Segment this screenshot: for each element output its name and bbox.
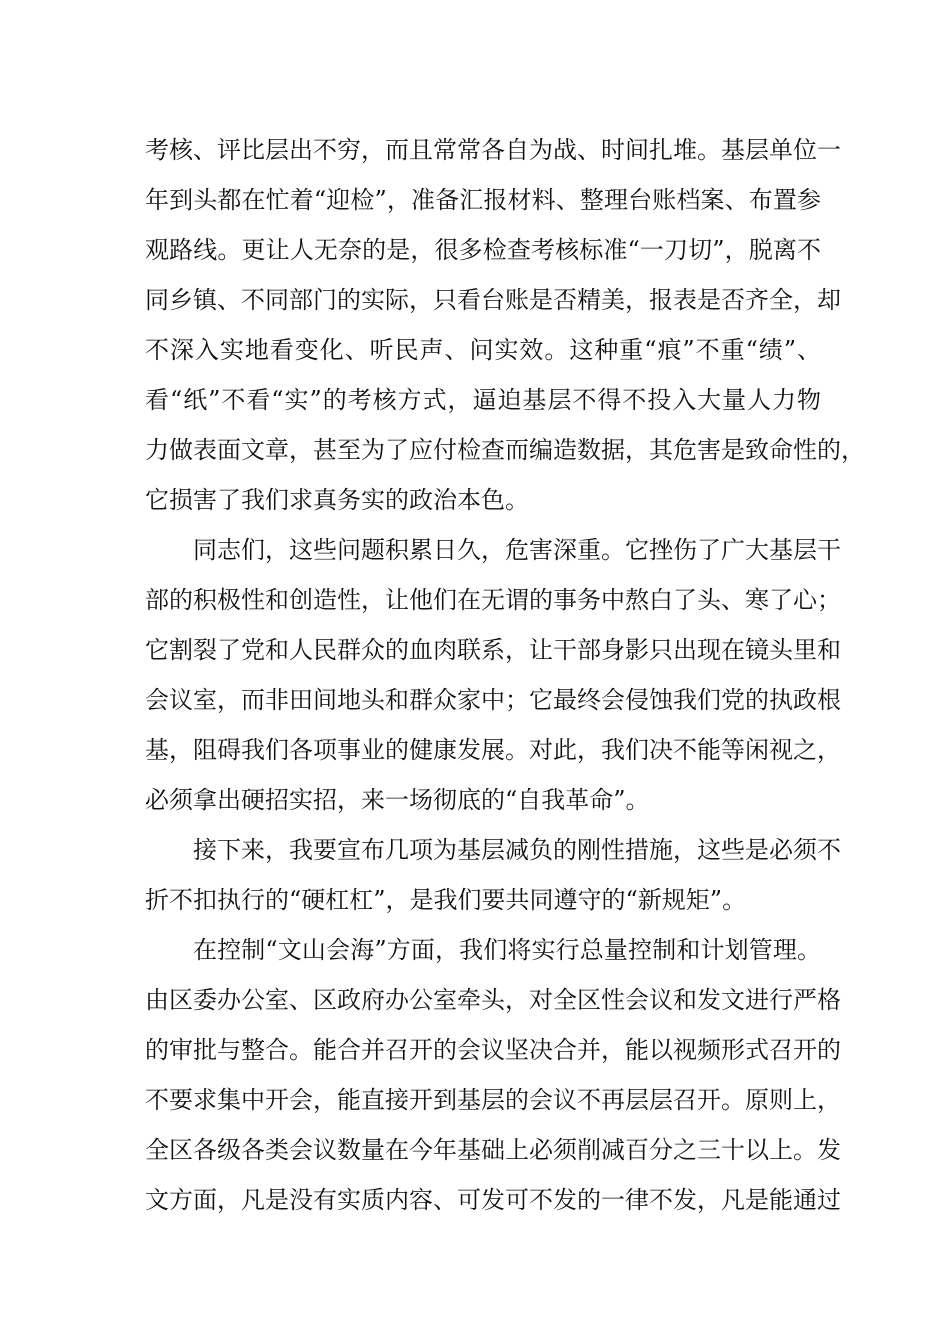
text-line: 部的积极性和创造性，让他们在无谓的事务中熬白了头、寒了心； [145,586,841,614]
text-line: 力做表面文章，甚至为了应付检查而编造数据，其危害是致命性的， [145,436,865,464]
text-line: 看“纸”不看“实”的考核方式，逼迫基层不得不投入大量人力物 [145,386,821,414]
text-line: 基，阻碍我们各项事业的健康发展。对此，我们决不能等闲视之， [145,736,841,764]
text-line: 的审批与整合。能合并召开的会议坚决合并，能以视频形式召开的 [145,1036,841,1064]
text-line: 观路线。更让人无奈的是，很多检查考核标准“一刀切”，脱离不 [145,236,821,264]
text-line: 由区委办公室、区政府办公室牵头，对全区性会议和发文进行严格 [145,986,841,1014]
text-line: 不深入实地看变化、听民声、问实效。这种重“痕”不重“绩”、 [145,336,821,364]
text-line: 它割裂了党和人民群众的血肉联系，让干部身影只出现在镜头里和 [145,636,841,664]
text-line: 不要求集中开会，能直接开到基层的会议不再层层召开。原则上， [145,1086,841,1114]
text-line: 同乡镇、不同部门的实际，只看台账是否精美，报表是否齐全，却 [145,286,841,314]
text-line: 同志们，这些问题积累日久，危害深重。它挫伤了广大基层干 [193,536,841,564]
text-line: 在控制“文山会海”方面，我们将实行总量控制和计划管理。 [193,936,821,964]
text-line: 它损害了我们求真务实的政治本色。 [145,486,529,514]
text-line: 会议室，而非田间地头和群众家中；它最终会侵蚀我们党的执政根 [145,686,841,714]
text-line: 全区各级各类会议数量在今年基础上必须削减百分之三十以上。发 [145,1136,841,1164]
text-line: 文方面，凡是没有实质内容、可发可不发的一律不发，凡是能通过 [145,1186,841,1214]
text-line: 年到头都在忙着“迎检”，准备汇报材料、整理台账档案、布置参 [145,186,821,214]
text-line: 接下来，我要宣布几项为基层减负的刚性措施，这些是必须不 [193,836,841,864]
text-line: 考核、评比层出不穷，而且常常各自为战、时间扎堆。基层单位一 [145,136,841,164]
text-line: 必须拿出硬招实招，来一场彻底的“自我革命”。 [145,786,650,814]
text-line: 折不扣执行的“硬杠杠”，是我们要共同遵守的“新规矩”。 [145,886,747,914]
